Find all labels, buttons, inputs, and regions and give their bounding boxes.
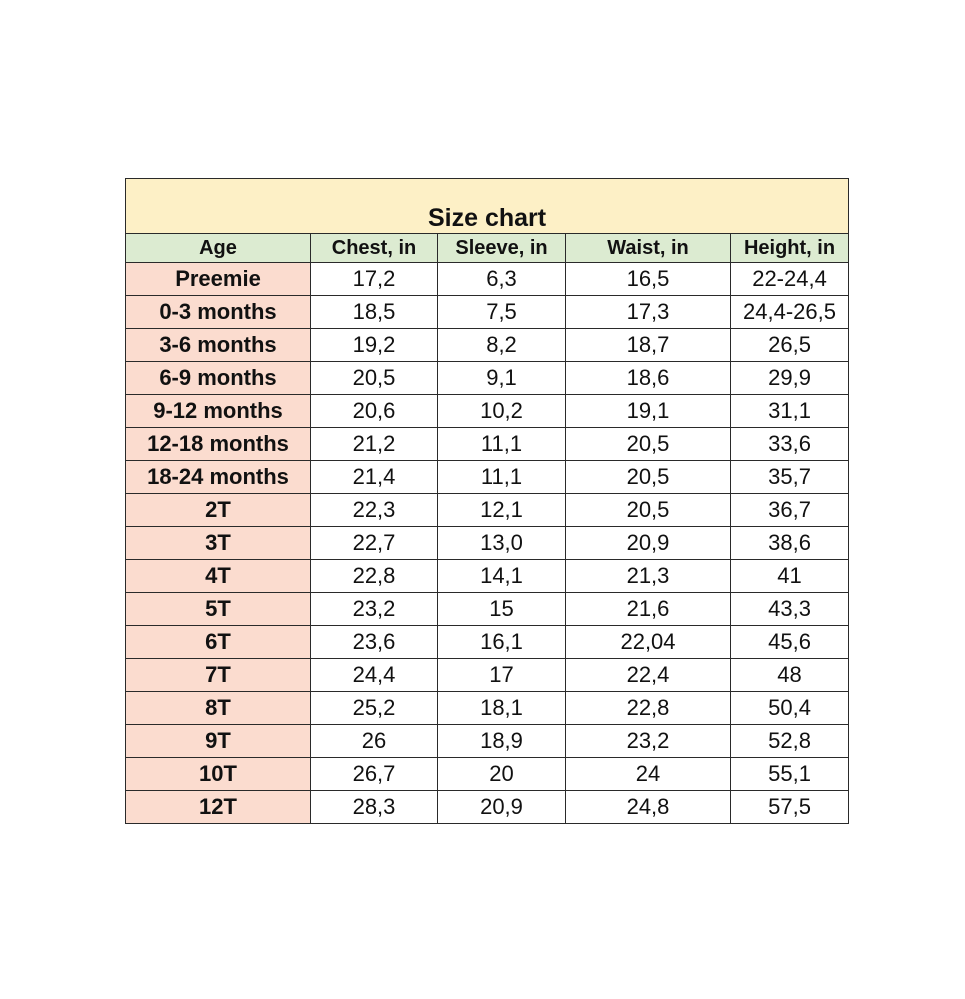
cell-waist: 23,2 [566,725,731,758]
cell-chest: 22,8 [311,560,438,593]
cell-waist: 16,5 [566,263,731,296]
cell-age: 3-6 months [126,329,311,362]
cell-age: Preemie [126,263,311,296]
cell-age: 12T [126,791,311,824]
cell-sleeve: 11,1 [438,461,566,494]
table-row [126,593,849,626]
cell-sleeve: 11,1 [438,428,566,461]
cell-age: 6T [126,626,311,659]
cell-sleeve: 20 [438,758,566,791]
cell-sleeve: 20,9 [438,791,566,824]
cell-waist: 21,6 [566,593,731,626]
header-sleeve: Sleeve, in [438,234,566,263]
cell-age: 5T [126,593,311,626]
cell-chest: 20,6 [311,395,438,428]
cell-age: 6-9 months [126,362,311,395]
size-chart-table [125,178,849,824]
chart-title: Size chart [427,204,547,232]
cell-age: 10T [126,758,311,791]
cell-height: 41 [731,560,849,593]
cell-chest: 25,2 [311,692,438,725]
cell-chest: 19,2 [311,329,438,362]
table-row [126,692,849,725]
cell-age: 3T [126,527,311,560]
cell-waist: 17,3 [566,296,731,329]
cell-sleeve: 7,5 [438,296,566,329]
size-chart-body [126,263,849,824]
table-row [126,560,849,593]
cell-height: 33,6 [731,428,849,461]
cell-chest: 17,2 [311,263,438,296]
table-row [126,395,849,428]
cell-chest: 23,2 [311,593,438,626]
cell-age: 8T [126,692,311,725]
cell-age: 4T [126,560,311,593]
cell-age: 9-12 months [126,395,311,428]
cell-chest: 26 [311,725,438,758]
cell-height: 48 [731,659,849,692]
table-row [126,329,849,362]
cell-waist: 19,1 [566,395,731,428]
table-row [126,296,849,329]
cell-waist: 24 [566,758,731,791]
cell-height: 35,7 [731,461,849,494]
cell-sleeve: 9,1 [438,362,566,395]
table-row [126,626,849,659]
cell-height: 38,6 [731,527,849,560]
cell-age: 12-18 months [126,428,311,461]
cell-height: 36,7 [731,494,849,527]
cell-waist: 20,5 [566,428,731,461]
cell-height: 50,4 [731,692,849,725]
cell-waist: 22,4 [566,659,731,692]
cell-chest: 21,2 [311,428,438,461]
cell-chest: 22,7 [311,527,438,560]
cell-height: 43,3 [731,593,849,626]
cell-age: 7T [126,659,311,692]
cell-waist: 20,5 [566,494,731,527]
cell-waist: 22,8 [566,692,731,725]
table-row [126,791,849,824]
cell-waist: 20,9 [566,527,731,560]
cell-height: 52,8 [731,725,849,758]
cell-waist: 22,04 [566,626,731,659]
cell-age: 2T [126,494,311,527]
cell-waist: 20,5 [566,461,731,494]
table-row [126,263,849,296]
cell-chest: 20,5 [311,362,438,395]
cell-sleeve: 18,9 [438,725,566,758]
cell-sleeve: 16,1 [438,626,566,659]
cell-sleeve: 12,1 [438,494,566,527]
table-row [126,527,849,560]
cell-chest: 21,4 [311,461,438,494]
cell-height: 26,5 [731,329,849,362]
header-waist: Waist, in [566,234,731,263]
header-row [126,234,849,263]
table-row [126,461,849,494]
chart-title-cell [126,179,849,234]
cell-sleeve: 14,1 [438,560,566,593]
cell-sleeve: 17 [438,659,566,692]
table-row [126,494,849,527]
cell-height: 57,5 [731,791,849,824]
cell-waist: 24,8 [566,791,731,824]
cell-chest: 18,5 [311,296,438,329]
table-row [126,428,849,461]
table-row [126,758,849,791]
cell-sleeve: 18,1 [438,692,566,725]
cell-chest: 28,3 [311,791,438,824]
table-row [126,659,849,692]
cell-chest: 23,6 [311,626,438,659]
header-chest: Chest, in [311,234,438,263]
cell-chest: 22,3 [311,494,438,527]
cell-waist: 18,7 [566,329,731,362]
cell-height: 24,4-26,5 [731,296,849,329]
title-row [126,179,849,234]
cell-age: 18-24 months [126,461,311,494]
cell-sleeve: 15 [438,593,566,626]
cell-height: 45,6 [731,626,849,659]
cell-height: 29,9 [731,362,849,395]
header-age: Age [126,234,311,263]
cell-age: 0-3 months [126,296,311,329]
cell-chest: 26,7 [311,758,438,791]
cell-sleeve: 6,3 [438,263,566,296]
cell-height: 22-24,4 [731,263,849,296]
cell-sleeve: 8,2 [438,329,566,362]
table-row [126,362,849,395]
table-row [126,725,849,758]
cell-height: 55,1 [731,758,849,791]
header-height: Height, in [731,234,849,263]
cell-age: 9T [126,725,311,758]
cell-chest: 24,4 [311,659,438,692]
cell-height: 31,1 [731,395,849,428]
cell-sleeve: 10,2 [438,395,566,428]
cell-waist: 21,3 [566,560,731,593]
cell-waist: 18,6 [566,362,731,395]
cell-sleeve: 13,0 [438,527,566,560]
